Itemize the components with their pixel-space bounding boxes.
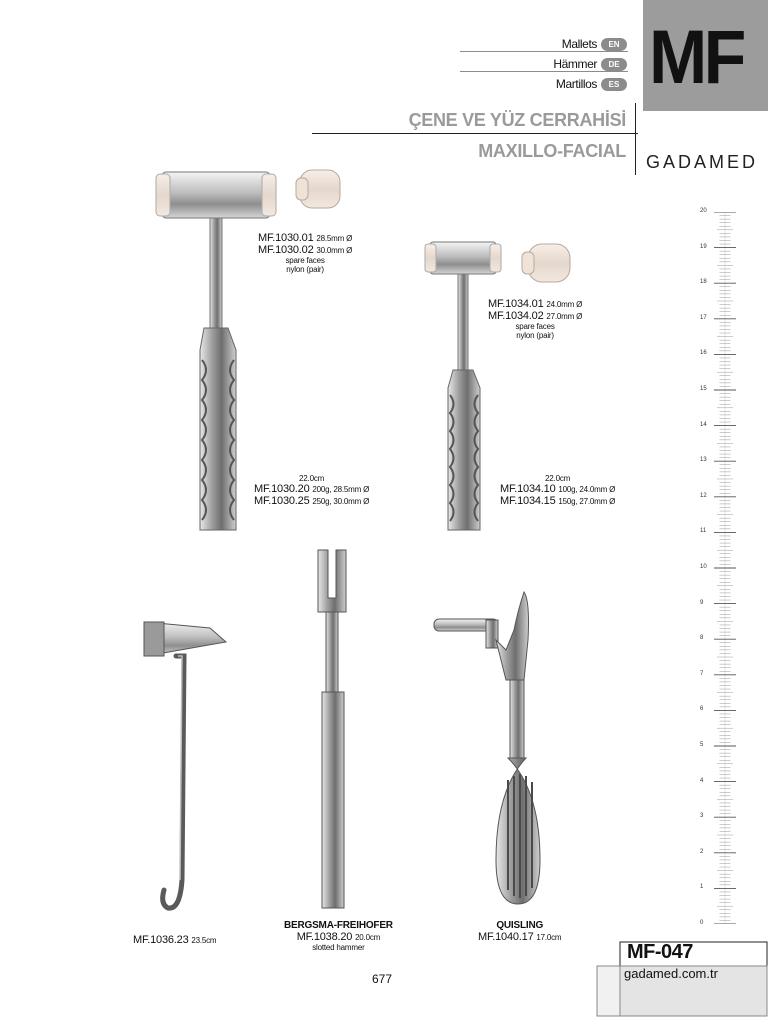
item-length: 22.0cm — [545, 474, 571, 483]
mallet-small-illustration — [425, 242, 501, 530]
item-spec: 200g, 28.5mm Ø — [312, 485, 370, 494]
spare-material: nylon (pair) — [516, 331, 554, 340]
product-name: BERGSMA-FREIHOFER — [284, 920, 393, 931]
page-number: 677 — [372, 972, 393, 986]
item-code: MF.1030.01 — [258, 232, 314, 244]
website: gadamed.com.tr — [624, 966, 718, 981]
mallet-large-spares — [258, 232, 352, 274]
spare-line — [258, 244, 352, 256]
ruler-ticks — [714, 212, 736, 924]
item-code: MF.1034.10 — [500, 483, 556, 495]
ruler-label: 9 — [700, 599, 704, 606]
ruler-label: 10 — [700, 564, 707, 570]
item-line — [284, 931, 393, 943]
mallet-small-items — [500, 474, 615, 507]
item-code: MF.1036.23 — [133, 934, 189, 946]
ruler-label: 4 — [700, 777, 704, 784]
ruler-label: 0 — [700, 920, 704, 926]
quisling-hammer-illustration — [434, 592, 540, 904]
lang-word: Martillos — [555, 77, 597, 91]
quisling-caption — [478, 920, 561, 943]
ruler-label: 2 — [700, 848, 704, 855]
item-code: MF.1030.02 — [258, 244, 314, 256]
ruler-label: 16 — [700, 350, 707, 357]
item-code: MF.1040.17 — [478, 931, 534, 943]
ruler-label: 8 — [700, 635, 704, 642]
mallet-large-items — [254, 474, 369, 507]
section-title-tr: ÇENE VE YÜZ CERRAHİSİ — [408, 110, 626, 130]
ruler-label: 3 — [700, 813, 704, 820]
ruler-label: 11 — [700, 528, 707, 535]
item-spec: 100g, 24.0mm Ø — [558, 485, 616, 494]
item-spec: 20.0cm — [355, 933, 381, 942]
item-code: MF.1034.02 — [488, 310, 544, 322]
item-spec: 250g, 30.0mm Ø — [312, 497, 370, 506]
page-code: MF-047 — [627, 941, 693, 963]
ruler-label: 7 — [700, 670, 704, 677]
spare-material: nylon (pair) — [286, 265, 324, 274]
section-code: MF — [649, 15, 743, 100]
ruler-label: 1 — [700, 884, 704, 891]
lang-word: Mallets — [561, 37, 597, 51]
centimeter-ruler — [700, 208, 736, 926]
lang-tag: DE — [601, 58, 627, 71]
spare-note: spare faces — [285, 256, 325, 265]
ruler-label: 19 — [700, 243, 707, 250]
ruler-label: 6 — [700, 706, 704, 713]
item-spec: 27.0mm Ø — [546, 312, 583, 321]
ruler-label: 17 — [700, 314, 707, 321]
item-code: MF.1034.01 — [488, 298, 544, 310]
spare-line — [488, 298, 582, 310]
ruler-label: 18 — [700, 279, 707, 286]
item-code: MF.1030.20 — [254, 483, 310, 495]
section-title-en: MAXILLO-FACIAL — [478, 141, 626, 161]
item-spec: 30.0mm Ø — [316, 246, 353, 255]
item-spec: 17.0cm — [536, 933, 562, 942]
item-code: MF.1038.20 — [296, 931, 353, 943]
spare-note: spare faces — [515, 322, 555, 331]
bergsma-hammer-illustration — [318, 550, 346, 908]
item-line — [254, 483, 369, 495]
product-note: slotted hammer — [312, 943, 365, 952]
bergsma-caption — [284, 920, 393, 952]
spare-line — [258, 232, 352, 244]
hook-hammer-illustration — [144, 622, 226, 908]
lang-tag: EN — [601, 38, 627, 51]
item-spec: 150g, 27.0mm Ø — [558, 497, 616, 506]
ruler-label: 5 — [700, 742, 704, 748]
item-code: MF.1034.15 — [500, 495, 556, 507]
lang-word: Hämmer — [553, 57, 597, 71]
item-spec: 28.5mm Ø — [316, 234, 353, 243]
item-line — [500, 483, 615, 495]
ruler-label: 20 — [700, 208, 707, 214]
item-code: MF.1030.25 — [254, 495, 310, 507]
spare-line — [488, 310, 582, 322]
item-length: 22.0cm — [299, 474, 325, 483]
ruler-label: 12 — [700, 492, 707, 499]
item-spec: 24.0mm Ø — [546, 300, 583, 309]
item-spec: 23.5cm — [191, 936, 217, 945]
mallet-small-spares — [488, 298, 582, 340]
item-line — [254, 495, 369, 507]
lang-tag: ES — [601, 78, 627, 91]
brand-logo: GADAMED — [646, 152, 759, 172]
hook-hammer-caption — [133, 934, 216, 946]
ruler-label: 14 — [700, 421, 707, 428]
spare-face-small-illustration — [522, 244, 570, 282]
ruler-label: 13 — [700, 457, 707, 464]
spare-face-large-illustration — [296, 170, 340, 208]
product-name: QUISLING — [496, 920, 544, 931]
ruler-label: 15 — [700, 386, 707, 392]
item-line — [500, 495, 615, 507]
item-line — [478, 931, 561, 943]
